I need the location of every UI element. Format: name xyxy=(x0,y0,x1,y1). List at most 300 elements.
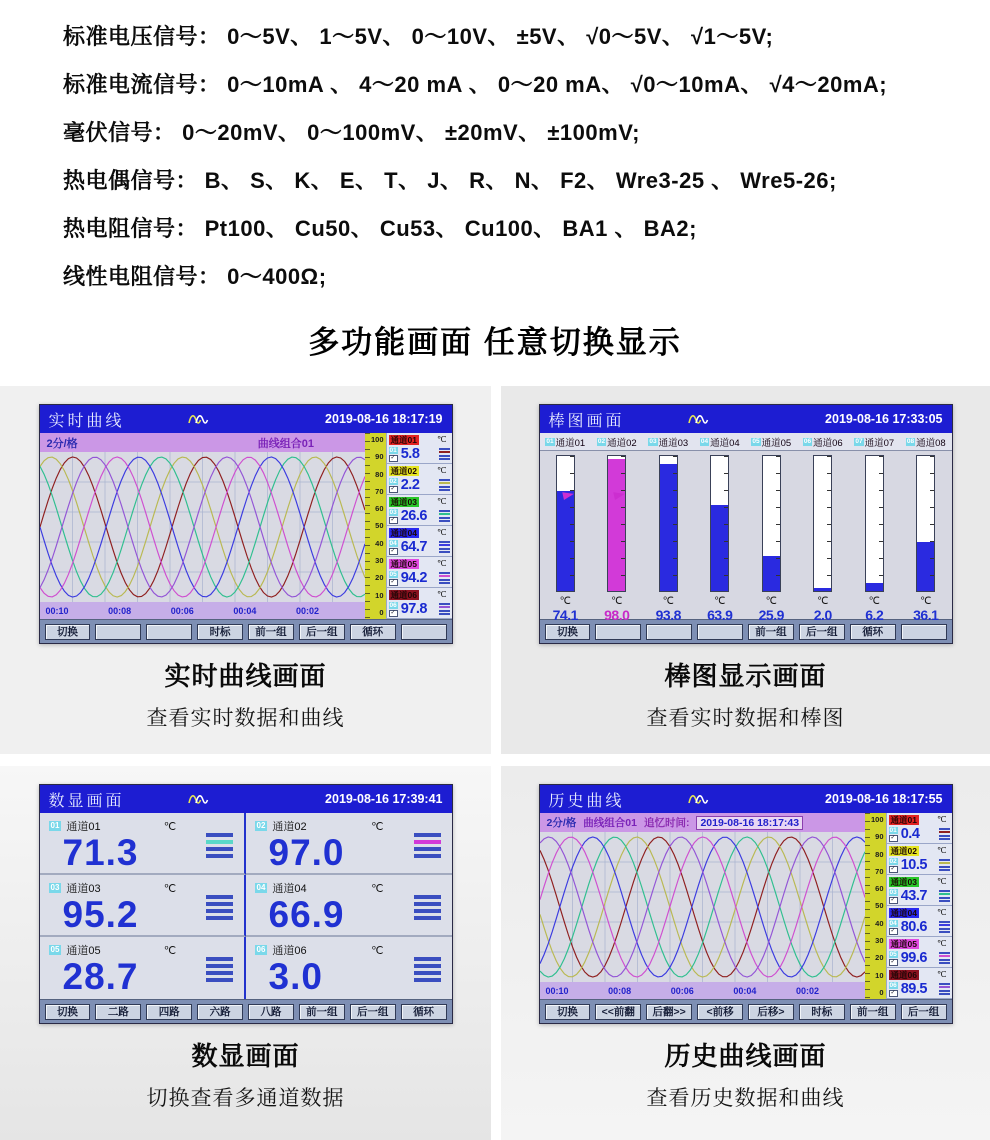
channel-list xyxy=(886,813,952,999)
channel-unit: ℃ xyxy=(936,969,947,979)
channel-name: 通道03 xyxy=(66,883,101,895)
channel-menu-icon[interactable] xyxy=(439,448,450,461)
scale-tick-label: 20 xyxy=(875,953,884,963)
channel-name-badge: 通道05 xyxy=(890,938,917,949)
channel-number-badge: 02 xyxy=(389,477,397,485)
button-bar xyxy=(540,999,952,1023)
channel-unit: ℃ xyxy=(936,938,947,948)
channel-checkbox[interactable]: ✓ xyxy=(890,896,896,903)
channel-item xyxy=(887,906,952,937)
digital-channel-cell xyxy=(246,813,452,875)
channel-value: 10.5 xyxy=(900,857,927,873)
screen-title: 棒图画面 xyxy=(548,412,625,430)
bar-column xyxy=(849,451,901,623)
scale-tick-label: 100 xyxy=(370,435,384,444)
channel-unit: ℃ xyxy=(936,876,947,886)
channel-unit: ℃ xyxy=(371,882,384,895)
screen-button[interactable]: 二路 xyxy=(95,1004,141,1020)
channel-value-row xyxy=(889,919,950,936)
scale-tick-label: 80 xyxy=(875,849,884,859)
channel-unit: ℃ xyxy=(936,907,947,917)
bar-track xyxy=(916,455,935,592)
channel-id-column xyxy=(889,951,898,966)
channel-value: 94.2 xyxy=(400,570,427,586)
bar-unit: ℃ xyxy=(765,596,777,607)
screen-body xyxy=(540,813,952,999)
bar-channel-label xyxy=(746,435,798,449)
bar-area xyxy=(540,451,952,623)
channel-name-row xyxy=(889,907,950,918)
scale-tick-label: 70 xyxy=(375,486,384,496)
channel-name-badge: 通道01 xyxy=(890,814,917,825)
channel-number-badge: 08 xyxy=(906,437,915,445)
screen-button[interactable]: 前一组 xyxy=(748,624,794,640)
channel-number-badge: 01 xyxy=(889,826,897,834)
channel-item xyxy=(387,526,452,557)
brand-logo-icon xyxy=(687,792,717,806)
channel-menu-icon[interactable] xyxy=(939,859,950,872)
channel-menu-icon[interactable] xyxy=(206,957,233,982)
channel-item xyxy=(887,875,952,906)
channel-value: 0.4 xyxy=(900,826,920,842)
bar-unit: ℃ xyxy=(662,596,674,607)
time-label: 00:08 xyxy=(108,605,132,616)
caption-realtime-title: 实时曲线画面 xyxy=(164,661,327,691)
scale-tick-label: 100 xyxy=(870,815,884,824)
bar-unit: ℃ xyxy=(868,596,880,607)
digital-channel-cell xyxy=(40,813,246,875)
channel-value: 80.6 xyxy=(900,919,927,935)
scale-tick-label: 50 xyxy=(375,521,384,531)
bar-column xyxy=(643,451,695,623)
recall-time-label: 追忆时间: xyxy=(643,817,690,829)
channel-value: 97.0 xyxy=(268,832,345,873)
channel-id-column xyxy=(889,889,898,904)
curve-plot xyxy=(540,832,865,982)
scale-tick-label: 90 xyxy=(875,832,884,842)
caption-realtime-sub: 查看实时数据和曲线 xyxy=(146,707,345,730)
channel-menu-icon[interactable] xyxy=(939,952,950,965)
screen-body xyxy=(40,433,452,619)
channel-menu-icon[interactable] xyxy=(414,895,441,920)
curve-subbar xyxy=(40,433,365,452)
channel-menu-icon[interactable] xyxy=(439,510,450,523)
channel-item xyxy=(887,937,952,968)
bar-column xyxy=(746,451,798,623)
channel-id-column xyxy=(889,920,898,935)
screen-button[interactable]: 前一组 xyxy=(850,1004,896,1020)
channel-menu-icon[interactable] xyxy=(439,603,450,616)
curve-plot xyxy=(40,452,365,602)
screen-button[interactable]: <前移 xyxy=(697,1004,743,1020)
channel-menu-icon[interactable] xyxy=(206,895,233,920)
channel-item xyxy=(387,557,452,588)
bar-track xyxy=(813,455,832,592)
bar-tick-marks xyxy=(879,456,883,591)
spec-list xyxy=(0,0,990,291)
channel-name-badge: 通道01 xyxy=(390,434,417,445)
time-label: 00:02 xyxy=(795,985,819,996)
screens-grid xyxy=(0,386,990,1140)
channel-number-badge: 05 xyxy=(50,945,60,954)
bar-tick-marks xyxy=(570,456,574,591)
screen-button[interactable]: 后移> xyxy=(748,1004,794,1020)
channel-checkbox[interactable]: ✓ xyxy=(890,865,896,872)
channel-id-column xyxy=(389,571,398,586)
channel-id-column xyxy=(889,982,898,997)
screen-button-empty xyxy=(146,624,192,640)
channel-menu-icon[interactable] xyxy=(206,833,233,858)
bar-column xyxy=(591,451,643,623)
channel-value: 43.7 xyxy=(900,888,927,904)
bar-column xyxy=(797,451,849,623)
channel-checkbox[interactable]: ✓ xyxy=(390,578,396,585)
time-label: 00:10 xyxy=(45,605,69,616)
curve-canvas xyxy=(40,452,365,602)
channel-item xyxy=(387,495,452,526)
screen-button-empty xyxy=(646,624,692,640)
channel-menu-icon[interactable] xyxy=(939,983,950,996)
channel-name-row xyxy=(389,496,450,507)
channel-menu-icon[interactable] xyxy=(939,921,950,934)
titlebar xyxy=(40,405,452,433)
curve-group-label: 曲线组合01 xyxy=(257,437,314,450)
channel-number-badge: 03 xyxy=(649,437,657,445)
screen-datetime: 2019-08-16 17:33:05 xyxy=(825,412,943,426)
channel-name-row xyxy=(889,845,950,856)
channel-id-column xyxy=(389,447,398,462)
channel-name-badge: 通道04 xyxy=(390,527,417,538)
brand-logo-icon xyxy=(187,412,217,426)
channel-name: 通道08 xyxy=(916,437,946,449)
channel-value: 2.2 xyxy=(400,477,420,493)
time-label: 00:06 xyxy=(170,605,194,616)
curve-subbar xyxy=(540,813,865,832)
scale-tick-label: 40 xyxy=(375,538,384,548)
screen-title: 数显画面 xyxy=(48,792,125,810)
scale-tick-label: 50 xyxy=(875,901,884,911)
screen-button[interactable]: 循环 xyxy=(401,1004,447,1020)
channel-value: 3.0 xyxy=(268,956,323,997)
channel-name: 通道05 xyxy=(66,945,101,957)
time-axis xyxy=(540,982,865,999)
channel-menu-icon[interactable] xyxy=(439,572,450,585)
channel-checkbox[interactable]: ✓ xyxy=(890,927,896,934)
screen-button[interactable]: 后翻>> xyxy=(646,1004,692,1020)
curve-group-label: 曲线组合01 xyxy=(583,817,637,829)
screen-button[interactable]: 后一组 xyxy=(350,1004,396,1020)
channel-number-badge: 05 xyxy=(889,950,897,958)
channel-number-badge: 05 xyxy=(752,437,760,445)
channel-name-row xyxy=(889,938,950,949)
screen-button[interactable]: 切换 xyxy=(545,624,591,640)
scale-tick-label: 10 xyxy=(375,590,384,600)
interval-label: 2分/格 xyxy=(546,817,577,829)
screen-button[interactable]: 后一组 xyxy=(799,624,845,640)
bar-channel-label xyxy=(849,435,901,449)
channel-menu-icon[interactable] xyxy=(939,890,950,903)
channel-value-row xyxy=(389,570,450,587)
channel-number-badge: 04 xyxy=(889,919,897,927)
channel-name-row xyxy=(389,589,450,600)
channel-value: 64.7 xyxy=(400,539,427,555)
channel-checkbox[interactable]: ✓ xyxy=(890,834,896,841)
channel-value-row xyxy=(389,601,450,618)
channel-number-badge: 07 xyxy=(855,437,863,445)
channel-name: 通道02 xyxy=(607,437,637,449)
channel-number-badge: 06 xyxy=(803,437,812,445)
bar-channel-label xyxy=(591,435,643,449)
channel-checkbox[interactable]: ✓ xyxy=(390,516,396,523)
digital-channel-cell xyxy=(246,937,452,999)
channel-item xyxy=(387,588,452,619)
curve-canvas xyxy=(540,832,865,982)
screen-datetime: 2019-08-16 17:39:41 xyxy=(325,792,443,806)
channel-name: 通道01 xyxy=(66,821,101,833)
channel-number-badge: 04 xyxy=(389,539,397,547)
digital-channel-cell xyxy=(40,937,246,999)
channel-name-row xyxy=(889,876,950,887)
channel-value-row xyxy=(889,950,950,967)
channel-item xyxy=(887,844,952,875)
channel-checkbox[interactable]: ✓ xyxy=(390,547,396,554)
bar-channel-header xyxy=(540,433,952,451)
screen-title: 实时曲线 xyxy=(48,412,125,430)
titlebar xyxy=(540,785,952,813)
channel-name: 通道04 xyxy=(272,883,307,895)
scale-tick-label: 90 xyxy=(375,452,384,462)
channel-name: 通道07 xyxy=(864,437,895,449)
scale-tick-label: 60 xyxy=(875,884,884,894)
value-scale xyxy=(365,433,386,619)
quadrant-realtime xyxy=(0,386,491,754)
channel-number-badge: 06 xyxy=(256,945,266,954)
channel-name-badge: 通道04 xyxy=(890,907,917,918)
bar-tick-marks xyxy=(827,456,831,591)
channel-number-badge: 01 xyxy=(50,821,60,830)
bar-track xyxy=(865,455,884,592)
channel-value-row xyxy=(389,477,450,494)
channel-menu-icon[interactable] xyxy=(414,957,441,982)
screen-button[interactable]: 八路 xyxy=(248,1004,294,1020)
channel-checkbox[interactable]: ✓ xyxy=(390,454,396,461)
channel-value-row xyxy=(389,508,450,525)
channel-menu-icon[interactable] xyxy=(439,479,450,492)
channel-number-badge: 02 xyxy=(889,857,897,865)
quadrant-digital xyxy=(0,766,491,1140)
button-bar xyxy=(540,619,952,643)
channel-number-badge: 03 xyxy=(389,508,397,516)
channel-number-badge: 04 xyxy=(256,883,266,892)
caption-digital-sub: 切换查看多通道数据 xyxy=(146,1087,345,1110)
channel-checkbox[interactable]: ✓ xyxy=(390,485,396,492)
channel-name: 通道04 xyxy=(710,437,740,449)
channel-value: 71.3 xyxy=(62,832,139,873)
channel-name: 通道06 xyxy=(813,437,843,449)
screen-button[interactable]: 时标 xyxy=(799,1004,845,1020)
bar-unit: ℃ xyxy=(611,596,623,607)
channel-id-column xyxy=(889,827,898,842)
brand-logo-icon xyxy=(187,792,217,806)
caption-digital-title: 数显画面 xyxy=(191,1041,300,1071)
channel-name-badge: 通道05 xyxy=(390,558,417,569)
interval-label: 2分/格 xyxy=(46,437,78,450)
channel-name-badge: 通道02 xyxy=(890,845,917,856)
channel-name: 通道02 xyxy=(272,821,307,833)
caption-history-title: 历史曲线画面 xyxy=(664,1041,827,1071)
scale-tick-label: 70 xyxy=(875,866,884,876)
bar-tick-marks xyxy=(673,456,677,591)
scale-tick-label: 80 xyxy=(375,469,384,479)
recall-time-value[interactable]: 2019-08-16 18:17:43 xyxy=(696,816,803,830)
channel-value: 99.6 xyxy=(900,950,927,966)
screen-button[interactable]: 六路 xyxy=(197,1004,243,1020)
bar-value: 98.0 xyxy=(604,607,630,623)
history-curve-screen xyxy=(539,784,953,1024)
bar-channel-label xyxy=(694,435,746,449)
channel-number-badge: 03 xyxy=(50,883,60,892)
digital-channel-cell xyxy=(246,875,452,937)
channel-number-badge: 01 xyxy=(389,446,397,454)
screen-button-empty xyxy=(95,624,141,640)
bar-track xyxy=(659,455,678,592)
bar-value: 6.2 xyxy=(865,607,884,623)
caption-bar-title: 棒图显示画面 xyxy=(664,661,827,691)
screen-button-empty xyxy=(595,624,641,640)
spec-linear-resistance: 线性电阻信号： 0～400Ω; xyxy=(63,264,327,289)
channel-id-column xyxy=(389,540,398,555)
titlebar xyxy=(540,405,952,433)
screen-button[interactable]: 循环 xyxy=(350,624,396,640)
channel-number-badge: 05 xyxy=(389,570,397,578)
channel-number-badge: 02 xyxy=(597,437,606,445)
bar-column xyxy=(540,451,592,623)
bar-unit: ℃ xyxy=(920,596,932,607)
channel-item xyxy=(387,464,452,495)
bar-unit: ℃ xyxy=(559,596,571,607)
bar-track xyxy=(607,455,626,592)
channel-unit: ℃ xyxy=(436,434,447,444)
bar-channel-label xyxy=(540,435,592,449)
channel-id-column xyxy=(389,509,398,524)
bar-tick-marks xyxy=(621,456,625,591)
channel-name-badge: 通道06 xyxy=(890,969,917,980)
channel-number-badge: 06 xyxy=(889,981,897,989)
screen-button[interactable]: 切换 xyxy=(45,624,91,640)
titlebar xyxy=(40,785,452,813)
screen-button[interactable]: <<前翻 xyxy=(595,1004,641,1020)
channel-value-row xyxy=(389,539,450,556)
bar-unit: ℃ xyxy=(714,596,726,607)
channel-item xyxy=(387,433,452,464)
screen-button[interactable]: 时标 xyxy=(197,624,243,640)
channel-checkbox[interactable]: ✓ xyxy=(390,609,396,616)
channel-unit: ℃ xyxy=(436,465,447,475)
channel-value-row xyxy=(889,826,950,843)
scale-tick-label: 40 xyxy=(875,918,884,928)
scale-tick-label: 0 xyxy=(379,607,384,617)
screen-button-empty xyxy=(901,624,947,640)
scale-tick-label: 20 xyxy=(375,573,384,583)
spec-voltage: 标准电压信号： 0～5V、 1～5V、 0～10V、 ±5V、 √0～5V、 √1～5V; xyxy=(63,24,774,49)
screen-button[interactable]: 四路 xyxy=(146,1004,192,1020)
channel-id-column xyxy=(889,858,898,873)
channel-value-row xyxy=(889,857,950,874)
channel-name: 通道03 xyxy=(658,437,689,449)
channel-name: 通道05 xyxy=(761,437,792,449)
channel-name-badge: 通道02 xyxy=(390,465,417,476)
channel-checkbox[interactable]: ✓ xyxy=(890,989,896,996)
spec-current: 标准电流信号： 0～10mA 、 4～20 mA 、 0～20 mA、 √0～10mA、 √4～20mA; xyxy=(63,72,888,97)
bar-column xyxy=(900,451,952,623)
screen-button[interactable]: 前一组 xyxy=(299,1004,345,1020)
channel-name: 通道01 xyxy=(555,437,586,449)
screen-title: 历史曲线 xyxy=(548,792,625,810)
caption-history-sub: 查看历史数据和曲线 xyxy=(646,1087,845,1110)
screen-datetime: 2019-08-16 18:17:55 xyxy=(825,792,943,806)
channel-name-row xyxy=(889,969,950,980)
channel-checkbox[interactable]: ✓ xyxy=(890,958,896,965)
bar-tick-marks xyxy=(930,456,934,591)
channel-value-row xyxy=(889,981,950,998)
bar-value: 2.0 xyxy=(813,607,832,623)
brand-logo-icon xyxy=(687,412,717,426)
bar-tick-marks xyxy=(776,456,780,591)
channel-value: 66.9 xyxy=(268,894,345,935)
spec-millivolt: 毫伏信号： 0～20mV、 0～100mV、 ±20mV、 ±100mV; xyxy=(63,120,640,145)
screen-button[interactable]: 切换 xyxy=(545,1004,591,1020)
channel-menu-icon[interactable] xyxy=(414,833,441,858)
screen-button[interactable]: 切换 xyxy=(45,1004,91,1020)
scale-tick-label: 60 xyxy=(375,504,384,514)
channel-name-row xyxy=(389,527,450,538)
channel-item xyxy=(887,968,952,999)
channel-name-badge: 通道06 xyxy=(390,589,417,600)
screen-button[interactable]: 前一组 xyxy=(248,624,294,640)
channel-value: 89.5 xyxy=(900,981,927,997)
channel-unit: ℃ xyxy=(163,820,177,833)
bar-value: 25.9 xyxy=(758,607,784,623)
scale-tick-label: 10 xyxy=(875,970,884,980)
quadrant-history xyxy=(501,766,990,1140)
bar-track xyxy=(710,455,729,592)
channel-value: 28.7 xyxy=(62,956,139,997)
button-bar xyxy=(40,999,452,1023)
button-bar xyxy=(40,619,452,643)
time-axis xyxy=(40,602,365,619)
screen-button[interactable]: 循环 xyxy=(850,624,896,640)
bar-graph-screen xyxy=(539,404,953,644)
channel-value: 95.2 xyxy=(62,894,139,935)
channel-menu-icon[interactable] xyxy=(939,828,950,841)
bar-track xyxy=(556,455,575,592)
bar-channel-label xyxy=(643,435,695,449)
page-title: 多功能画面 任意切换显示 xyxy=(308,325,682,360)
bar-tick-marks xyxy=(724,456,728,591)
channel-unit: ℃ xyxy=(163,882,177,895)
digital-display-screen xyxy=(39,784,453,1024)
screen-button[interactable]: 后一组 xyxy=(299,624,345,640)
time-label: 00:08 xyxy=(608,985,632,996)
channel-menu-icon[interactable] xyxy=(439,541,450,554)
channel-name-badge: 通道03 xyxy=(390,496,417,507)
digital-channel-cell xyxy=(40,875,246,937)
channel-name-row xyxy=(389,465,450,476)
screen-button[interactable]: 后一组 xyxy=(901,1004,947,1020)
spec-rtd: 热电阻信号： Pt100、 Cu50、 Cu53、 Cu100、 BA1 、 BA2; xyxy=(63,216,697,241)
caption-bar-sub: 查看实时数据和棒图 xyxy=(646,707,845,730)
time-label: 00:10 xyxy=(545,985,569,996)
